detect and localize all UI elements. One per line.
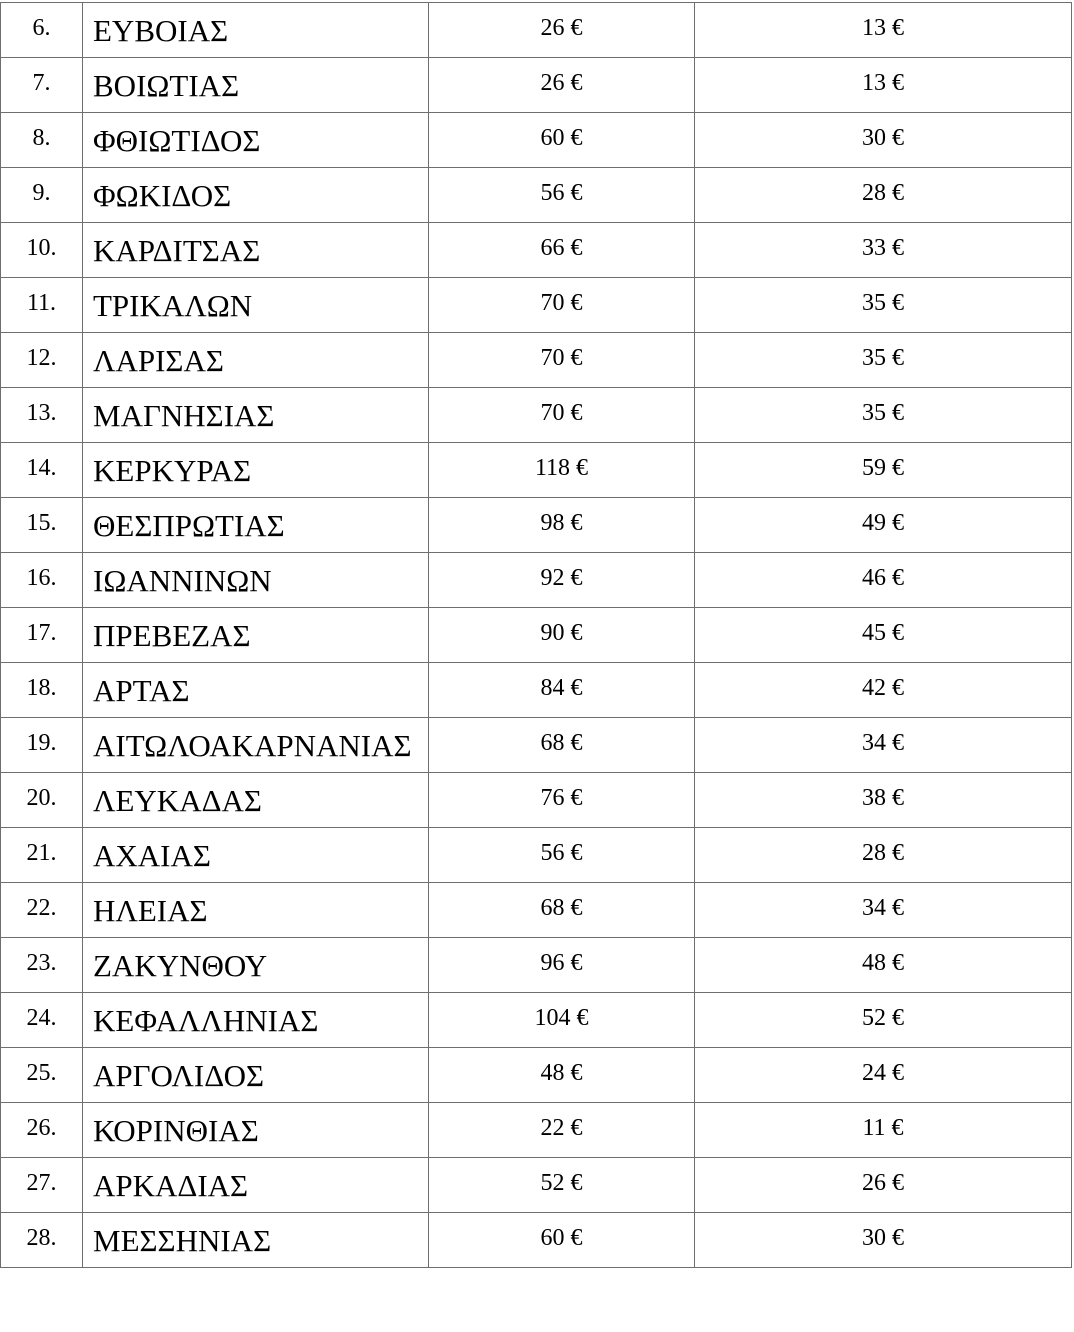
row-number: 8. [1,113,83,168]
row-number: 16. [1,553,83,608]
table-row [1,553,1072,608]
prefecture-name: ΑΡΚΑΔΙΑΣ [83,1158,429,1213]
table-row [1,1158,1072,1213]
reduced-fee-amount: 42 € [695,663,1072,718]
reduced-fee-amount: 48 € [695,938,1072,993]
row-number: 11. [1,278,83,333]
table-row [1,773,1072,828]
table-row [1,498,1072,553]
prefecture-name: ΘΕΣΠΡΩΤΙΑΣ [83,498,429,553]
table-row [1,1213,1072,1268]
reduced-fee-amount: 52 € [695,993,1072,1048]
table-row [1,718,1072,773]
fee-amount: 68 € [429,883,695,938]
row-number: 22. [1,883,83,938]
reduced-fee-amount: 34 € [695,883,1072,938]
prefecture-name: ΚΑΡΔΙΤΣΑΣ [83,223,429,278]
table-row [1,223,1072,278]
reduced-fee-amount: 59 € [695,443,1072,498]
reduced-fee-amount: 30 € [695,113,1072,168]
reduced-fee-amount: 13 € [695,3,1072,58]
prefecture-fee-table [0,2,1072,1268]
fee-amount: 118 € [429,443,695,498]
reduced-fee-amount: 26 € [695,1158,1072,1213]
row-number: 21. [1,828,83,883]
prefecture-name: ΚΕΡΚΥΡΑΣ [83,443,429,498]
fee-amount: 56 € [429,168,695,223]
fee-amount: 70 € [429,388,695,443]
fee-amount: 96 € [429,938,695,993]
fee-amount: 68 € [429,718,695,773]
fee-amount: 70 € [429,278,695,333]
prefecture-name: ΛΑΡΙΣΑΣ [83,333,429,388]
fee-amount: 22 € [429,1103,695,1158]
row-number: 19. [1,718,83,773]
reduced-fee-amount: 35 € [695,388,1072,443]
prefecture-name: ΕΥΒΟΙΑΣ [83,3,429,58]
prefecture-name: ΗΛΕΙΑΣ [83,883,429,938]
fee-amount: 60 € [429,113,695,168]
row-number: 10. [1,223,83,278]
table-row [1,443,1072,498]
table-row [1,993,1072,1048]
prefecture-name: ΦΘΙΩΤΙΔΟΣ [83,113,429,168]
prefecture-name: ΤΡΙΚΑΛΩΝ [83,278,429,333]
table-body [1,3,1072,1268]
prefecture-name: ΑΡΓΟΛΙΔΟΣ [83,1048,429,1103]
row-number: 26. [1,1103,83,1158]
reduced-fee-amount: 38 € [695,773,1072,828]
reduced-fee-amount: 33 € [695,223,1072,278]
prefecture-name: ΜΕΣΣΗΝΙΑΣ [83,1213,429,1268]
row-number: 13. [1,388,83,443]
row-number: 27. [1,1158,83,1213]
table-row [1,333,1072,388]
prefecture-name: ΚΟΡΙΝΘΙΑΣ [83,1103,429,1158]
fee-amount: 48 € [429,1048,695,1103]
table-row [1,278,1072,333]
row-number: 15. [1,498,83,553]
fee-amount: 66 € [429,223,695,278]
table-row [1,168,1072,223]
prefecture-name: ΙΩΑΝΝΙΝΩΝ [83,553,429,608]
row-number: 17. [1,608,83,663]
reduced-fee-amount: 28 € [695,828,1072,883]
row-number: 28. [1,1213,83,1268]
prefecture-name: ΖΑΚΥΝΘΟΥ [83,938,429,993]
table-row [1,828,1072,883]
prefecture-name: ΑΧΑΙΑΣ [83,828,429,883]
fee-amount: 70 € [429,333,695,388]
reduced-fee-amount: 13 € [695,58,1072,113]
fee-amount: 52 € [429,1158,695,1213]
row-number: 24. [1,993,83,1048]
table-row [1,938,1072,993]
reduced-fee-amount: 24 € [695,1048,1072,1103]
row-number: 20. [1,773,83,828]
fee-amount: 56 € [429,828,695,883]
reduced-fee-amount: 35 € [695,278,1072,333]
table-row [1,663,1072,718]
table-row [1,388,1072,443]
row-number: 25. [1,1048,83,1103]
table-row [1,883,1072,938]
table-row [1,1103,1072,1158]
fee-amount: 26 € [429,3,695,58]
prefecture-name: ΚΕΦΑΛΛΗΝΙΑΣ [83,993,429,1048]
prefecture-name: ΑΡΤΑΣ [83,663,429,718]
row-number: 12. [1,333,83,388]
reduced-fee-amount: 34 € [695,718,1072,773]
prefecture-name: ΑΙΤΩΛΟΑΚΑΡΝΑΝΙΑΣ [83,718,429,773]
reduced-fee-amount: 49 € [695,498,1072,553]
fee-amount: 60 € [429,1213,695,1268]
row-number: 14. [1,443,83,498]
prefecture-name: ΒΟΙΩΤΙΑΣ [83,58,429,113]
prefecture-name: ΦΩΚΙΔΟΣ [83,168,429,223]
reduced-fee-amount: 30 € [695,1213,1072,1268]
reduced-fee-amount: 45 € [695,608,1072,663]
fee-amount: 98 € [429,498,695,553]
row-number: 9. [1,168,83,223]
reduced-fee-amount: 46 € [695,553,1072,608]
fee-amount: 92 € [429,553,695,608]
prefecture-name: ΜΑΓΝΗΣΙΑΣ [83,388,429,443]
table-row [1,3,1072,58]
reduced-fee-amount: 35 € [695,333,1072,388]
fee-amount: 104 € [429,993,695,1048]
table-row [1,113,1072,168]
reduced-fee-amount: 11 € [695,1103,1072,1158]
table-row [1,58,1072,113]
reduced-fee-amount: 28 € [695,168,1072,223]
fee-amount: 90 € [429,608,695,663]
table-row [1,1048,1072,1103]
row-number: 23. [1,938,83,993]
fee-amount: 76 € [429,773,695,828]
row-number: 7. [1,58,83,113]
row-number: 18. [1,663,83,718]
prefecture-name: ΠΡΕΒΕΖΑΣ [83,608,429,663]
prefecture-name: ΛΕΥΚΑΔΑΣ [83,773,429,828]
fee-amount: 26 € [429,58,695,113]
row-number: 6. [1,3,83,58]
table-row [1,608,1072,663]
fee-amount: 84 € [429,663,695,718]
